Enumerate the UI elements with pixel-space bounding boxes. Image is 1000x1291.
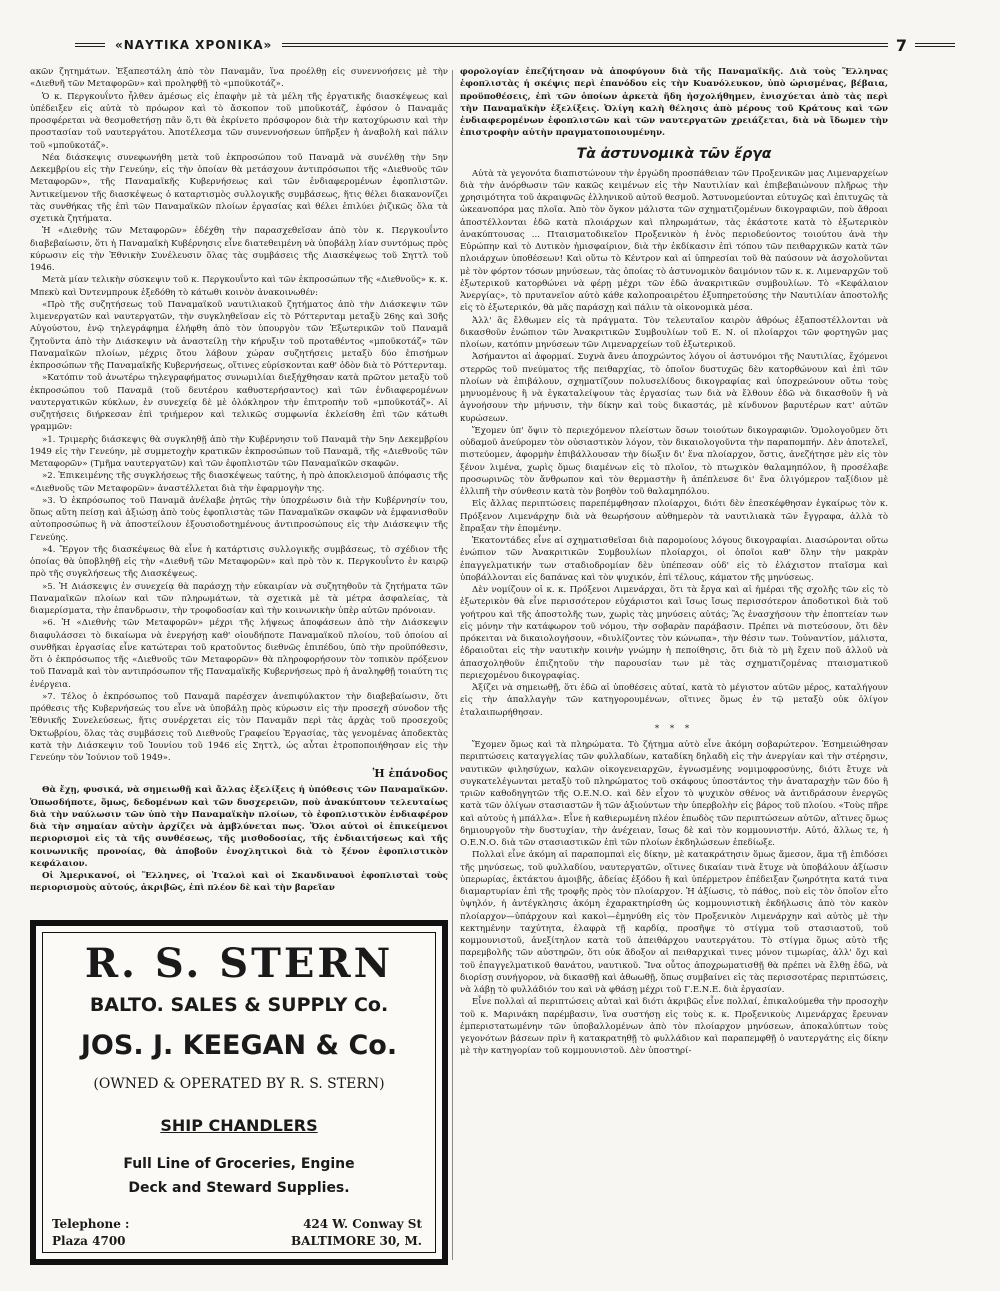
paragraph: ακῶν ζητημάτων. Ἐξαπεστάλη ἀπὸ τὸν Παναμᾶν, ἵνα προέλθῃ εἰς συνεννοήσεις μὲ τὴν «Διεθνῆ τῶν Μεταφορῶν» καὶ προληφθῇ τὸ «μποϋκοτάζ». — [30, 67, 448, 90]
paragraph: Εἰς ἄλλας περιπτώσεις παρεπέμφθησαν πλοίαρχοι, διότι δὲν ἐπεσκέφθησαν ἐγκαίρως τὸν κ. Πρόξενον Λιμενάρχην διὰ νὰ θεωρήσουν αὐθημερὸν τὰ ναυτιλιακὰ τῶν ἔγγραφα, ἀλλὰ τὸ ἔπραξαν τὴν ἐπομένην. — [460, 499, 888, 534]
right-column — [460, 66, 888, 1058]
header-rule-middle — [282, 43, 888, 47]
paragraph: Ἀσήμαντοι αἱ ἀφορμαί. Συχνὰ ἄνευ ἀποχρώντος λόγου οἱ ἀστυνόμοι τῆς Ναυτιλίας, ἔχόμενοι στερρῶς τοῦ πνεύματος τῆς πειθαρχίας, τὸ ὁποῖον δυστυχῶς δὲν κατορθώνουν καὶ ἐπὶ τῶν πλοίων νὰ ἐπιβάλουν, σχηματίζουν πολυσελίδους δικογραφίας καὶ ὑποχρεώνουν οὕτω τοὺς μηνυομένους ἢ νὰ ἐγκαταλείψουν τὰς ἐργασίας των διὰ νὰ ἔλθουν ἐδῶ νὰ δικασθοῦν ἢ νὰ ἀγνοήσουν τὴν μήνυσιν, τὴν δίκην καὶ τοὺς δικαστάς, μὲ κίνδυνον βαρυτέρων κατ' αὐτῶν κυρώσεων. — [460, 352, 888, 424]
ad-line-ship-chandlers: SHIP CHANDLERS — [160, 1116, 318, 1135]
paragraph: «Πρὸ τῆς συζητήσεως τοῦ Παναμαϊκοῦ ναυτιλιακοῦ ζητήματος ἀπὸ τὴν Διάσκεψιν τῶν λιμενεργατῶν καὶ ναυτεργατῶν, τὴν συγκληθεῖσαν εἰς τὸ Ρόττερνταμ μεταξὺ 26ης καὶ 30ῆς Αὐγούστου, ἐνῷ τηλεγράφημα ἐλήφθη ἀπὸ τὸν ὑπουργὸν τῶν Ἐξωτερικῶν τοῦ Παναμᾶ ζητοῦντα ἀπὸ τὴν Διάσκεψιν νὰ ἀναστείλῃ τὴν κήρυξιν τοῦ προταθέντος «μποϋκοτάζ» τῶν Παναμαϊκῶν πλοίων, μέχρις ὅτου λάβουν χώραν συζητήσεις μεταξὺ δύο ἐπισήμων ἐκπροσώπων τῆς Παναμαϊκῆς Κυβερνήσεως, οἵτινες εὑρίσκονται καθ' ὁδὸν διὰ τὸ Ρόττερνταμ. — [30, 299, 448, 371]
paragraph: »4. Ἔργον τῆς διασκέψεως θὰ εἶνε ἡ κατάρτισις συλλογικῆς συμβάσεως, τὸ σχέδιον τῆς ὁποίας θὰ ὑποβληθῇ εἰς τὴν «Διεθνῆ τῶν Μεταφορῶν» καὶ πρὸ τὸν κ. Περγκουΐντο ἐν καιρῷ πρὸ τῆς συγκλήσεως τῆς Διασκέψεως. — [30, 544, 448, 580]
bold-paragraph: Οἱ Ἀμερικανοί, οἱ Ἕλληνες, οἱ Ἰταλοὶ καὶ οἱ Σκανδιναυοὶ ἐφοπλισταὶ τοὺς περιορισμοὺς αὐτούς, ἀκριβῶς, ἐπὶ πλέον δὲ καὶ τὴν βαρεῖαν — [30, 871, 448, 894]
paragraph: Ἡ «Διεθνὴς τῶν Μεταφορῶν» ἐδέχθη τὴν παρασχεθεῖσαν ἀπὸ τὸν κ. Περγκουΐντο διαβεβαίωσιν, ὅτι ἡ Παναμαϊκὴ Κυβέρνησις εἶνε διατεθειμένη νὰ ὑποβάλῃ λίαν συντόμως πρὸς κύρωσιν εἰς τὴν Ἐθνικὴν Συνέλευσιν ὅλας τὰς συμβάσεις τῆς Διασκέψεως τοῦ Σηττλ τοῦ 1946. — [30, 226, 448, 273]
ad-line-keegan: JOS. J. KEEGAN & Co. — [80, 1030, 398, 1061]
paragraph: Ἔχομεν ὅμως καὶ τὰ πληρώματα. Τὸ ζήτημα αὐτὸ εἶνε ἀκόμη σοβαρώτερον. Ἐσημειώθησαν περιπτώσεις καταγγελίας τῶν φυλλαδίων, καταδίκη δηλαδὴ εἰς τὴν ἀνεργίαν καὶ τὴν στέρησιν, ναυτικῶν φιλησύχων, καλῶν οἰκογενειαρχῶν, ἐγνωσμένης νομιμοφροσύνης, διότι ἔτυχε νὰ συγκατελέγωνται μεταξὺ τοῦ πληρώματος τοῦ σκάφους ὑποστάντος τὴν ἀναταραχὴν τῶν δύο ἢ τριῶν καθοδηγητῶν τῆς Ο.Ε.Ν.Ο. καὶ δὲν εἶχον τὸ ψυχικὸν σθένος νὰ ἀντιδράσουν ἐνεργῶς κατὰ τῶν ὀλίγων στασιαστῶν ἢ τῶν ἀξιούντων τὴν ὑπερβολὴν εἰς βάρος τοῦ πλοίου. «Τοὺς πῆρε καὶ αὐτοὺς ἡ μπάλλα». Εἶνε ἡ καθιερωμένη πλέον ἐπωδὸς τῶν περιπτώσεων αὐτῶν, αἵτινες ὅμως δημιουργοῦν τὴν δυστυχίαν, τὴν ἀνέχειαν, ἴσως δὲ καὶ τὸν κομμουνιστήν. Αὐτό, ἄλλως τε, ἡ Ο.Ε.Ν.Ο. διὰ τῶν στασιαστικῶν ἐπὶ τῶν πλοίων ἐκδηλώσεων ἐπεδίωξε. — [460, 740, 888, 848]
paragraph: Ὁ κ. Περγκουΐντο ἦλθεν ἀμέσως εἰς ἐπαφὴν μὲ τὰ μέλη τῆς ἐργατικῆς διασκέψεως καὶ ὑπέδειξεν εἰς αὐτὰ τὸ πρόωρον καὶ τὸ ἄσκοπον τοῦ μποϋκοτάζ, ἐφόσον ὁ Παναμᾶς προσφέρεται νὰ θεσμοθετήσῃ πᾶν ὅ,τι θὰ ἐκρίνετο πρόσφορον διὰ τὴν κατοχύρωσιν καὶ τὴν προστασίαν τοῦ ναυτεργάτου. Ἀποτέλεσμα τῶν συνεννοήσεων ὑπῆρξεν ἡ ἀναβολὴ καὶ πάλιν τοῦ «μποϋκοτάζ». — [30, 91, 448, 151]
ad-address — [291, 1216, 422, 1250]
left-column — [30, 66, 448, 895]
paragraph: »Κατόπιν τοῦ ἀνωτέρω τηλεγραφήματος συνωμιλίαι διεξήχθησαν κατὰ πρῶτον μεταξὺ τοῦ ἐκπροσώπου τοῦ Παναμᾶ (τοῦ δευτέρου καθυστερήσαντος) καὶ τῶν ἐνδιαφερομένων ναυτεργατικῶν κύκλων, ἐν συνεχείᾳ δὲ μὲ ὁλόκληρον τὴν ἐπιτροπὴν τοῦ «μποϋκοτάζ». Αἱ συζητήσεις διήρκεσαν ἐπὶ τριήμερον καὶ τελικῶς συμφωνία ἐκλείσθη ἐπὶ τῶν κάτωθι γραμμῶν: — [30, 373, 448, 433]
advertisement-stern — [30, 920, 448, 1265]
paragraph: »3. Ὁ ἐκπρόσωπος τοῦ Παναμᾶ ἀνέλαβε ῥητῶς τὴν ὑποχρέωσιν διὰ τὴν Κυβέρνησίν του, ὅπως αὕτη πείσῃ καὶ ἀξιώσῃ ἀπὸ τοὺς ἐφοπλιστὰς τῶν Παναμαϊκῶν σκαφῶν νὰ ἐμφανισθοῦν αὐτοπροσώπως ἢ νὰ ἀποστείλουν ἐξουσιοδοτημένους ἀντιπροσώπους εἰς τὴν Διάσκεψιν τῆς Γενεύης. — [30, 495, 448, 543]
publication-title: «ΝΑΥΤΙΚΑ ΧΡΟΝΙΚΑ» — [115, 38, 273, 52]
paragraph: Πολλαὶ εἶνε ἀκόμη αἱ παραπομπαὶ εἰς δίκην, μὲ κατακράτησιν ὅμως ἄμεσον, ἅμα τῇ ἐπιδόσει τῆς μηνύσεως, τοῦ φυλλαδίου, ναυτεργατῶν, οἵτινες δικαίαν τινὰ ἔτυχε νὰ ὑποβάλουν ἀξίωσιν ὑπερωρίας, ἐκτάκτου ἀμοιβῆς, ἀδείας ἐξόδου ἢ καὶ ὑπέρμετρον ἐπέδειξαν ζωηρότητα κατά τινα διαμαρτυρίαν ἐπὶ τῆς τροφῆς πρὸς τὸν πλοίαρχον. Ἡ ἀξίωσις, τὸ πάθος, ποὺ εἰς τὸν ὁποῖον εἶτο ὑψηλόν, ἡ ἀντέγκλησις ἀκόμη ἐχαρακτηρίσθη ὡς κομμουνιστικὴ ἐκδήλωσις ἀπὸ τὸν κακὸν πλοίαρχον—ὑπάρχουν καὶ κακοὶ—ἐμηνύθη εἰς τὸν Προξενικὸν Λιμενάρχην καὶ αὐτὸς μὲ τὴν κεκτημένην ταχύτητα, ἐλαφρὰ τῇ καρδίᾳ, προσῆψε τὸ στίγμα τοῦ στασιαστοῦ, τοῦ κομμουνιστοῦ, ἀνεξίτηλον κατὰ τοῦ ἀπειθάρχου ναυτεργάτου. Τὸ στίγμα ὅμως αὐτὸ τῆς παρεμβολῆς τῶν αὐστηρῶν, ὅτι οὐκ ἄδοξον αἱ πειθαρχικαὶ τινες μόνον τιμωρίας, ἀλλ' ὄχι καὶ τοῦ ἐπαγγελματικοῦ θανάτου, ναυτικοῦ. Ἵνα οὗτος ἀποχρωματισθῇ θὰ πρέπει νὰ ἔλθῃ ἐδῶ, νὰ διορίσῃ συνήγορον, νὰ δικασθῇ καὶ ἀθωωθῇ, ὅπως συμβαίνει εἰς τὰς περισσοτέρας περιπτώσεις, νὰ λάβῃ τὸ φυλλάδιόν του καὶ νὰ φθάσῃ μέχρι τοῦ Γ.Ε.Ν.Ε. διὰ ἐργασίαν. — [460, 850, 888, 995]
paragraph: Μετὰ μίαν τελικὴν σύσκεψιν τοῦ κ. Περγκουΐντο καὶ τῶν ἐκπροσώπων τῆς «Διεθνοῦς» κ. κ. Μπεκὺ καὶ Ὀντενμπρουκ ἐξεδόθη τὸ κάτωθι κοινὸν ἀνακοινωθέν: — [30, 275, 448, 298]
paragraph: Αὐτὰ τὰ γεγονότα διαπιστώνουν τὴν ἐργώδη προσπάθειαν τῶν Προξενικῶν μας Λιμεναρχείων διὰ τὴν ἀνόρθωσιν τῶν κακῶς κειμένων εἰς τὴν Ναυτιλίαν καὶ ἐπιβεβαιώνουν πλῆρως τὴν χρησιμότητα τοῦ ἀκραιφνῶς ἑλληνικοῦ αὐτοῦ θεσμοῦ. Ἀστυνομεύονται εὐτυχῶς καὶ ἐπιτυχῶς τὰ ὠκεανοπόρα μας πλοῖα. Ἀπὸ τὸν ὄγκον μάλιστα τῶν σχηματιζομένων δικογραφιῶν, ποὺ ἄθροαι ἀποστέλλονται ἐδῶ κατὰ πλοιάρχων καὶ πληρωμάτων, τὰς ἑκάστοτε κατὰ τὸ ἐξωτερικὸν ἀνακύπτουσας ... Πταισματοδικεῖον Προξενικὸν ἡ ἑνὸς περιοδεύοντος τοιούτου ἀνὰ τὴν Εὐρώπην καὶ τὸ Δυτικὸν ἡμισφαίριον, διὰ τὴν ἐκδίκασιν ἐπὶ τόπου τῶν πειθαρχικῶν κατὰ τῶν πλοιάρχων ὑποθέσεων! Καὶ οὕτω τὸ Κέντρον καὶ αἱ ὑπηρεσίαι τοῦ θὰ παύσουν νὰ ἀσχολοῦνται μὲ τὸν φόρτον τόσων μηνύσεων, τὰς ὁποίας τὸ ἀστυνομικὸν δαιμόνιον τῶν κ. κ. Λιμεναρχῶν τοῦ ἐξωτερικοῦ κατορθώνει νὰ φέρῃ μέχρι τῶν ἐδῶ ἀνακριτικῶν συμβουλίων. Τὸ «Κεφάλαιον Ἀνεργίας», τὸ πρυτανεῖον αὐτὸ κάθε καλοπροαιρέτου ἐξυπηρετούσης τὴν Ναυτιλίαν ἀποστολῆς εἰς τὸ ἐξωτερικόν, θὰ μᾶς παράσχῃ καὶ πάλιν τὰ οἰκονομικὰ μέσα. — [460, 168, 888, 314]
section-heading-epanodos: Ἡ ἐπάνοδος — [372, 767, 448, 781]
paragraph: Εἶνε πολλαὶ αἱ περιπτώσεις αὐταὶ καὶ διότι ἀκριβῶς εἶνε πολλαί, ἐπικαλούμεθα τὴν προσοχὴν τοῦ κ. Μαρινάκη παρέμβασιν, ἵνα συστήσῃ εἰς τοὺς κ. κ. Προξενικοὺς Λιμενάρχας ἔρευναν ἐμπεριστατωμένην τῶν ὑποβαλλομένων ἀπὸ τὸν πλοίαρχον μηνύσεων, ἀποκαλύπτων τοὺς γεγονότων βάσεων πρὶν ἢ κατακρατηθῇ τὸ φυλλάδιον καὶ παραπεμφθῇ ὁ ναυτεργάτης εἰς δίκην μὲ τὴν κατηγορίαν τοῦ κομμουνιστοῦ. Δὲν ὑποστηρί- — [460, 997, 888, 1057]
ad-phone-label: Telephone : — [52, 1217, 130, 1231]
paragraph: Ἀξίζει νὰ σημειωθῇ, ὅτι ἐδῶ αἱ ὑποθέσεις αὐταί, κατὰ τὸ μέγιστον αὐτῶν μέρος, καταλήγουν εἰς τὴν ἀπαλλαγὴν τῶν κατηγορουμένων, οἵτινες ὅμως ἐν τῷ μεταξὺ οὐκ ὀλίγον ἐταλαιπωρήθησαν. — [460, 683, 888, 718]
header-rule-right — [915, 43, 955, 47]
ad-phone-value: Plaza 4700 — [52, 1234, 126, 1248]
ad-company-name: R. S. STERN — [84, 940, 394, 987]
ad-telephone — [52, 1216, 129, 1250]
page-number: 7 — [895, 35, 907, 55]
section-separator: * * * — [654, 723, 694, 734]
paragraph: Ἑκατοντάδες εἶνε αἱ σχηματισθεῖσαι διὰ παρομοίους λόγους δικογραφίαι. Διασώρονται οὕτω ἐνώπιον τῶν Ἀνακριτικῶν Συμβουλίων πλοίαρχοι, οἱ ὁποῖοι καθ' ὅλην τὴν μακρὰν ἐπαγγελματικήν των σταδιοδρομίαν δὲν ὑπέπεσαν οὐδ' εἰς τὸ ἐλάχιστον πταῖσμα καὶ ὑποβάλλονται εἰς δαπάνας καὶ τὸν ψυχικόν, ἐπὶ τέλους, κάματον τῆς μηνύσεως. — [460, 536, 888, 583]
ad-line-supplies: Deck and Steward Supplies. — [128, 1180, 350, 1196]
paragraph: Ἔχομεν ὑπ' ὄψιν τὸ περιεχόμενον πλείστων ὅσων τοιούτων δικογραφιῶν. Ὁμολογοῦμεν ὅτι οὐδαμοῦ ἀνεύρομεν τὸν οὐσιαστικὸν λόγον, τὸν δικαιολογοῦντα τὴν παραπομπήν. Δὲν ἀποτελεῖ, πιστεύομεν, ἀφορμὴν ἐπιβάλλουσαν τὴν δίωξιν δι' ἕνα πλοίαρχον, ὅστις, ἀνεζήτησε μὲν εἰς τὸν ξένον λιμένα, χωρὶς ὅμως διαμένων εἰς τὸ πλοῖον, τὸ πτωχικὸν θαλαμηπόλον, ἢ προσέλαβε προσωρινῶς τὸν ἄνθρωπον καὶ τὸν θερμαστὴν ἢ ἀπέπλευσε δι' ἕνα ὀλιγόμερον ταξίδιον μὲ ἐλλιπῆ τὴν σύνθεσιν κατὰ τὸν βοηθὸν τοῦ θαλαμηπόλου. — [460, 425, 888, 497]
ad-line-owned: (OWNED & OPERATED BY R. S. STERN) — [93, 1076, 385, 1092]
paragraph: »1. Τριμερὴς διάσκεψις θὰ συγκληθῇ ἀπὸ τὴν Κυβέρνησιν τοῦ Παναμᾶ τὴν 5ην Δεκεμβρίου 1949 εἰς τὴν Γενεύην, μὲ συμμετοχὴν κρατικῶν ἐκπροσώπων τοῦ Παναμᾶ, τῆς «Διεθνοῦς τῶν Μεταφορῶν» (Τμῆμα ναυτεργατῶν) καὶ τῶν ἐφοπλιστῶν τῶν Παναμαϊκῶν σκαφῶν. — [30, 434, 448, 469]
ad-address-line2: BALTIMORE 30, M. — [290, 1234, 422, 1248]
paragraph: Νέα διάσκεψις συνεφωνήθη μετὰ τοῦ ἐκπροσώπου τοῦ Παναμᾶ νὰ συνέλθῃ τὴν 5ην Δεκεμβρίου εἰς τὴν Γενεύην, εἰς τὴν ὁποίαν θὰ μετάσχουν ἀντιπρόσωποι τῆς «Διεθνοῦς τῶν Μεταφορῶν», τῆς Παναμαϊκῆς Κυβερνήσεως καὶ τῶν ἐνδιαφερομένων ἐφοπλιστῶν. Ἀντικείμενον τῆς διασκέψεως ὁ καταρτισμὸς συλλογικῆς συμβάσεως, ἥτις θέλει διακανονίζει τὰς συνθήκας τῆς ἐπὶ τῶν Παναμαϊκῶν πλοίων ἐργασίας καὶ θέλει ἐπιλύει ῥιζικῶς ὅλα τὰ σχετικὰ ζητήματα. — [30, 152, 448, 224]
ad-line-sales: BALTO. SALES & SUPPLY Co. — [89, 994, 389, 1016]
paragraph: »2. Ἐπικειμένης τῆς συγκλήσεως τῆς διασκέψεως ταύτης, ἡ πρὸ ἀποκλεισμοῦ ἀπόφασις τῆς «Διεθνοῦς τῶν Μεταφορῶν» ἀναστέλλεται διὰ τὴν ἐφαρμογὴν της. — [30, 471, 448, 494]
bold-paragraph: φορολογίαν ἐπεζήτησαν νὰ ἀποφύγουν διὰ τῆς Παναμαϊκῆς. Διὰ τοὺς Ἕλληνας ἐφοπλιστὰς ἡ σκέψις περὶ ἐπανόδου εἰς τὴν Κυανόλευκον, ὑπὸ ὡρισμένας, βέβαια, προϋποθέσεις, ἐπὶ τῶν ὁποίων ἀρκετὰ ἤδη ἠσχολήθημεν, ἐνισχύεται ἀπὸ τὰς περὶ τὴν Παναμαϊκὴν ἐξελίξεις. Ὀλίγη καλὴ θέλησις ἀπὸ μέρους τοῦ Κράτους καὶ τῶν ἐνδιαφερομένων ἐφοπλιστῶν καὶ τῶν ναυτεργατῶν χρειάζεται, διὰ νὰ ἴδωμεν τὴν ἐπιστροφὴν αὐτὴν πραγματοποιουμένην. — [460, 67, 888, 139]
page-header — [75, 34, 955, 56]
ad-address-line1: 424 W. Conway St — [303, 1217, 422, 1231]
bold-paragraph: Θὰ ἔχῃ, φυσικά, νὰ σημειωθῇ καὶ ἄλλας ἐξελίξεις ἡ ὑπόθεσις τῶν Παναμαϊκῶν. Ὁπωσδήποτε, ὅμως, δεδομένων καὶ τῶν δυσχερειῶν, ποὺ ἀνακύπτουν τελευταίως διὰ τὴν ναύλωσιν τῶν ὑπὸ τὴν Παναμαϊκὴν πλοίων, τὸ ἐφοπλιστικὸν ἐνδιαφέρον διὰ τὴν σημαίαν αὐτὴν ἀρχίζει νὰ ἀμβλύνεται πως. Ὅλοι αὐτοὶ οἱ ἐπικείμενοι περιορισμοὶ εἰς τὰ τῆς συνθέσεως, τῆς μισθοδοσίας, τῆς ἐνδιαιτήσεως καὶ τῆς κοινωνικῆς προνοίας, θὰ ἀποβοῦν ἐνοχλητικοὶ διὰ τὸ ξένον ἐφοπλιστικὸν κεφάλαιον. — [30, 785, 448, 869]
paragraph: Δὲν νομίζουν οἱ κ. κ. Πρόξενοι Λιμενάρχαι, ὅτι τὰ ἔργα καὶ αἱ ἡμέραι τῆς σχολῆς τῶν εἰς τὸ ἐξωτερικὸν θὰ εἶνε περισσότερον εὐχάριστοι καὶ ἴσως ἴσως περισσότερον ἀποδοτικοὶ διὰ τοῦ γοήτρου καὶ τῆς ἀποστολῆς των, χωρὶς τὰς μηνύσεις αὐτάς; Ἂς ἐνασχήσουν τὴν ἐποπτείαν των εἰς μόνην τὴν κατάφωρον τοῦ νόμου, τὴν σοβαρὰν παράβασιν. Πρέπει νὰ πιστεύσουν, ὅτι δὲν πρόκειται νὰ δικαιολογήσουν, «διυλίζοντες τὸν κώνωπα», τὴν θέσιν των. Τοὐναντίον, μάλιστα, ἐδραιοῦται εἰς τὴν ναυτικὴν κοινὴν γνώμην ἡ πεποίθησις, ὅτι διὰ τὸ μὴ ἔχειν ποῦ ἀλλοῦ νὰ ἀπασχοληθοῦν ἐπιζητοῦν τὴν παρουσίαν των μὲ τὰς σχηματιζομένας πταισματικοῦ περιεχομένου δικογραφίας. — [460, 585, 888, 681]
paragraph: »6. Ἡ «Διεθνὴς τῶν Μεταφορῶν» μέχρι τῆς λήψεως ἀποφάσεων ἀπὸ τὴν Διάσκεψιν διαφυλάσσει τὸ δικαίωμα νὰ ἐνεργήσῃ καθ' οἱουδήποτε Παναμαϊκοῦ πλοίου, τοῦ ὁποίου αἱ συνθῆκαι ἐργασίας εἶνε κατώτεραι τοῦ κρατοῦντος διεθνῶς ἐπιπέδου, ὑπὸ τὴν προϋπόθεσιν, ὅτι ὁ ἐκπρόσωπος τῆς «Διεθνοῦς τῶν Μεταφορῶν» θὰ πληροφορήσουν τὸν τοπικὸν πρόξενον τοῦ Παναμᾶ καὶ τὸν αντιπρόσωπον τῆς Παναμαϊκῆς Κυβερνήσεως πρὸ ἡ ἀναληφθῇ τοιαύτη τις ἐνέργεια. — [30, 618, 448, 690]
column-divider — [452, 70, 453, 1260]
section-heading-police-works: Τὰ ἀστυνομικὰ τῶν ἔργα — [576, 145, 772, 162]
paragraph: »7. Τέλος ὁ ἐκπρόσωπος τοῦ Παναμᾶ παρέσχεν ἀνεπιφύλακτον τὴν διαβεβαίωσιν, ὅτι πρόθεσις τῆς Κυβερνήσεώς του εἶνε νὰ ὑποβάλῃ πρὸς κύρωσιν εἰς τὴν προσεχῆ σύνοδον τῆς Ἐθνικῆς Συνελεύσεως, ἥτις συνέρχεται εἰς τὸν Παναμᾶν περὶ τὰς ἀρχὰς τοῦ προσεχοῦς Ὀκτωβρίου, ὅλας τὰς συμβάσεις τοῦ Διεθνοῦς Γραφείου Ἐργασίας, τὰς γενομένας ἀποδεκτὰς κατὰ τὴν Διάσκεψιν τοῦ Ἰουνίου τοῦ 1946 εἰς Σηττλ, ὡς αὗται ἐτροποποιήθησαν εἰς τὴν Γενεύην τὸν Ἰούνιον τοῦ 1949». — [30, 691, 448, 763]
ad-line-groceries: Full Line of Groceries, Engine — [123, 1156, 355, 1172]
paragraph: »5. Ἡ Διάσκεψις ἐν συνεχείᾳ θὰ παράσχῃ τὴν εὐκαιρίαν νὰ συζητηθοῦν τὰ ζητήματα τῶν Παναμαϊκῶν πλοίων καὶ τῶν πληρωμάτων, τὰ σχετικὰ μὲ τὰ μέτρα ἀσφαλείας, τὰ διαμερίσματα, τὴν ἐπανδρωσιν, τὴν τροφοδοσίαν καὶ τὴν κοινωνικὴν ὑπὲρ αὐτῶν πρόνοιαν. — [30, 581, 448, 616]
paragraph: Ἀλλ' ἂς ἔλθωμεν εἰς τὰ πράγματα. Τὸν τελευταῖον καιρὸν ἀθρόως ἐξαποστέλλονται νὰ δικασθοῦν ἐνώπιον τῶν Ἀνακριτικῶν Συμβουλίων τοῦ Ε. Ν. οἱ πλοίαρχοι τῶν φορτηγῶν μας πλοίων, κατόπιν μηνύσεων τῶν Λιμεναρχείων τοῦ ἐξωτερικοῦ. — [460, 315, 888, 350]
header-rule-left — [75, 43, 105, 47]
